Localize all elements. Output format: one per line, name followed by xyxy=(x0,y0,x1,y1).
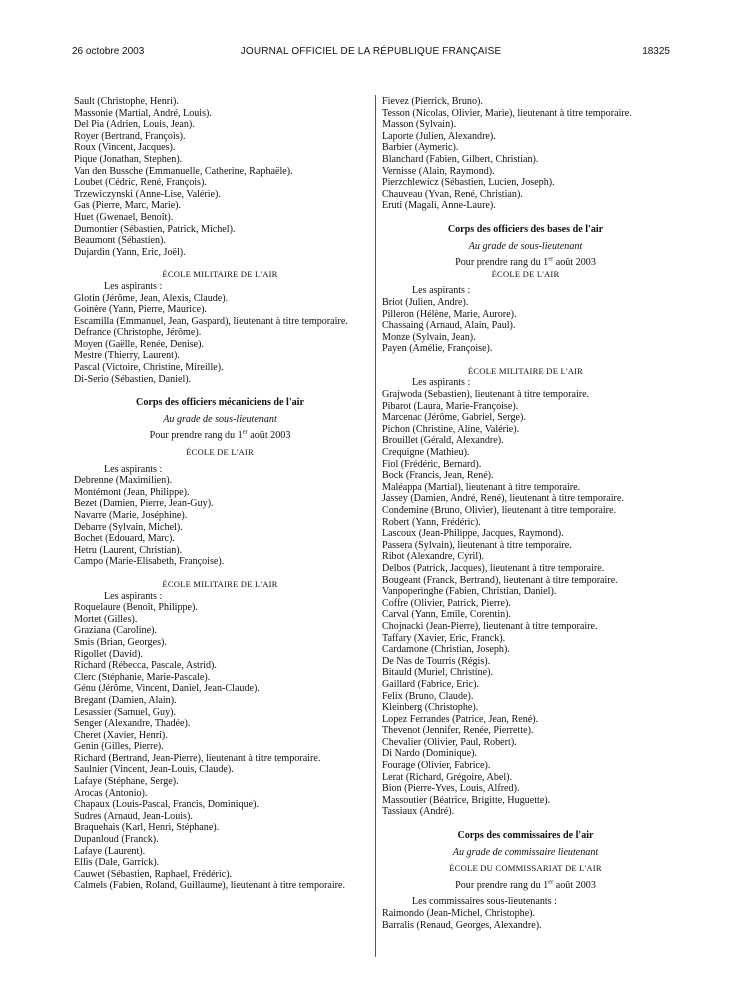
list-item: Debarre (Sylvain, Michel). xyxy=(74,521,183,533)
list-item: Sault (Christophe, Henri). xyxy=(74,96,179,107)
school-heading: ÉCOLE DU COMMISSARIAT DE L'AIR xyxy=(449,863,602,874)
list-item: Massoutier (Béatrice, Brigitte, Huguette). xyxy=(382,794,551,806)
list-item: Calmels (Fabien, Roland, Guillaume), lieutenant à titre temporaire. xyxy=(74,880,346,892)
grade-subheading: Au grade de sous-lieutenant xyxy=(163,413,277,425)
list-item: Goinère (Yann, Pierre, Maurice). xyxy=(74,304,207,316)
list-item: Lafaye (Stéphane, Serge). xyxy=(74,776,179,788)
list-item: Taffary (Xavier, Eric, Franck). xyxy=(382,632,506,644)
school-heading: ÉCOLE MILITAIRE DE L'AIR xyxy=(162,578,278,589)
left-column xyxy=(74,96,366,892)
list-item: Bochet (Edouard, Marc). xyxy=(74,533,175,545)
list-item: Kleinberg (Christophe). xyxy=(382,702,479,714)
list-item: Pique (Jonathan, Stephen). xyxy=(74,153,183,165)
list-item: Chojnacki (Jean-Pierre), lieutenant à titre temporaire. xyxy=(382,620,598,632)
list-item: Campo (Marie-Elisabeth, Françoise). xyxy=(74,556,225,568)
list-item: Saulnier (Vincent, Jean-Louis, Claude). xyxy=(74,764,234,776)
column-divider xyxy=(375,95,376,957)
list-item: Gaillard (Fabrice, Eric). xyxy=(382,678,479,690)
page-header xyxy=(72,46,670,60)
list-item: Briot (Julien, Andre). xyxy=(382,296,469,308)
list-item: Chapaux (Louis-Pascal, Francis, Dominique). xyxy=(74,799,260,811)
list-item: Barbier (Aymeric). xyxy=(382,142,459,154)
rank-date-line: Pour prendre rang du 1er août 2003 xyxy=(455,878,596,891)
list-item: Cheret (Xavier, Henri). xyxy=(74,729,168,741)
list-item: Felix (Bruno, Claude). xyxy=(382,690,474,702)
list-item: Masson (Sylvain). xyxy=(382,119,457,131)
list-item: Cardamone (Christian, Joseph). xyxy=(382,644,510,656)
list-item: Delbos (Patrick, Jacques), lieutenant à titre temporaire. xyxy=(382,562,605,574)
corps-heading: Corps des commissaires de l'air xyxy=(457,830,594,842)
list-item: Eruti (Magali, Anne-Laure). xyxy=(382,200,496,212)
list-item: Cauwet (Sébastien, Raphael, Frédéric). xyxy=(74,868,233,880)
list-item: Clerc (Stéphanie, Marie-Pascale). xyxy=(74,671,211,683)
list-item: Royer (Bertrand, François). xyxy=(74,130,186,142)
list-item: Ribot (Alexandre, Cyril). xyxy=(382,551,485,563)
list-item: Bregant (Damien, Alain). xyxy=(74,694,177,706)
list-item: Génu (Jérôme, Vincent, Daniel, Jean-Claude). xyxy=(74,683,260,695)
list-item: Montémont (Jean, Philippe). xyxy=(74,486,190,498)
list-item: Fourage (Olivier, Fabrice). xyxy=(382,760,491,772)
right-column xyxy=(382,96,669,931)
list-item: Robert (Yann, Frédéric). xyxy=(382,516,481,528)
rank-date-line: Pour prendre rang du 1er août 2003 xyxy=(455,255,596,269)
list-item: Passera (Sylvain), lieutenant à titre temporaire. xyxy=(382,539,572,551)
aspirants-label: Les aspirants : xyxy=(412,285,471,297)
list-item: Ellis (Dale, Garrick). xyxy=(74,857,160,869)
list-item: Coffre (Olivier, Patrick, Pierre). xyxy=(382,597,511,609)
list-item: Barralis (Renaud, Georges, Alexandre). xyxy=(382,919,542,931)
list-item: Bougeant (Franck, Bertrand), lieutenant à titre temporaire. xyxy=(382,574,618,586)
header-page-number: 18325 xyxy=(642,46,670,57)
list-item: Vernisse (Alain, Raymond). xyxy=(382,165,495,177)
list-item: Genin (Gilles, Pierre). xyxy=(74,741,164,753)
list-item: Dupanloud (Franck). xyxy=(74,834,159,846)
list-item: Van den Bussche (Emmanuelle, Catherine, Raphaële). xyxy=(74,165,293,177)
list-item: Vanpoperinghe (Fabien, Christian, Daniel). xyxy=(382,586,557,598)
header-date: 26 octobre 2003 xyxy=(72,46,145,57)
list-item: Debrenne (Maximilien). xyxy=(74,475,173,487)
list-item: Chassaing (Arnaud, Alain, Paul). xyxy=(382,320,516,332)
list-item: Lascoux (Jean-Philippe, Jacques, Raymond). xyxy=(382,528,564,540)
list-item: Monze (Sylvain, Jean). xyxy=(382,331,476,343)
list-item: Roux (Vincent, Jacques). xyxy=(74,142,176,154)
list-item: Rigollet (David). xyxy=(74,648,143,660)
list-item: Richard (Bertrand, Jean-Pierre), lieutenant à titre temporaire. xyxy=(74,752,321,764)
school-heading: ÉCOLE MILITAIRE DE L'AIR xyxy=(467,365,584,376)
list-item: Tesson (Nicolas, Olivier, Marie), lieutenant à titre temporaire. xyxy=(382,107,632,119)
list-item: Brouillet (Gérald, Alexandre). xyxy=(382,435,504,447)
list-item: Smis (Brian, Georges). xyxy=(74,636,167,648)
list-item: Laporte (Julien, Alexandre). xyxy=(382,130,496,142)
list-item: Lerat (Richard, Grégoire, Abel). xyxy=(382,771,513,783)
list-item: Crequigne (Mathieu). xyxy=(382,447,470,459)
rank-date-line: Pour prendre rang du 1er août 2003 xyxy=(149,429,291,442)
list-item: Massonie (Martial, André, Louis). xyxy=(74,107,212,119)
list-item: Lopez Ferrandes (Patrice, Jean, René). xyxy=(382,713,539,725)
list-item: Huet (Gwenael, Benoît). xyxy=(74,211,174,223)
list-item: Jassey (Damien, André, René), lieutenant à titre temporaire. xyxy=(382,493,624,505)
list-item: Pascal (Victoire, Christine, Mireille). xyxy=(74,362,224,374)
list-item: Carval (Yann, Emile, Corentin). xyxy=(382,609,512,621)
aspirants-label: Les aspirants : xyxy=(104,280,163,292)
list-item: Pierzchlewicz (Sébastien, Lucien, Joseph). xyxy=(382,177,555,189)
list-item: Richard (Rébecca, Pascale, Astrid). xyxy=(74,660,217,672)
list-item: Bock (Francis, Jean, René). xyxy=(382,470,494,482)
list-item: Di-Serio (Sébastien, Daniel). xyxy=(74,373,192,385)
list-item: Maléappa (Martial), lieutenant à titre temporaire. xyxy=(382,481,581,493)
list-item: Loubet (Cédric, René, François). xyxy=(74,177,207,189)
list-item: Hetru (Laurent, Christian). xyxy=(74,544,183,556)
list-item: Lafaye (Laurent). xyxy=(74,845,146,857)
list-item: Braquehais (Karl, Henri, Stéphane). xyxy=(74,822,220,834)
list-item: Fievez (Pierrick, Bruno). xyxy=(382,96,483,107)
list-item: Fiol (Frédéric, Bernard). xyxy=(382,458,482,470)
list-item: Di Nardo (Dominique). xyxy=(382,748,478,760)
list-item: Bezet (Damien, Pierre, Jean-Guy). xyxy=(74,498,214,510)
list-item: Bitauld (Muriel, Christine). xyxy=(382,667,494,679)
list-item: Marcenac (Jérôme, Gabriel, Serge). xyxy=(382,412,526,424)
list-item: Gas (Pierre, Marc, Marie). xyxy=(74,200,182,212)
list-item: Sudres (Arnaud, Jean-Louis). xyxy=(74,810,193,822)
list-item: Pichon (Christine, Aline, Valérie). xyxy=(382,423,520,435)
list-item: De Nas de Tourris (Régis). xyxy=(382,655,491,667)
list-item: Arocas (Antonio). xyxy=(74,787,148,799)
list-item: Chevalier (Olivier, Paul, Robert). xyxy=(382,736,517,748)
list-item: Del Pia (Adrien, Louis, Jean). xyxy=(74,119,195,131)
corps-heading: Corps des officiers mécaniciens de l'air xyxy=(136,397,304,409)
school-heading: ÉCOLE MILITAIRE DE L'AIR xyxy=(162,269,278,280)
grade-subheading: Au grade de commissaire lieutenant xyxy=(452,846,599,858)
list-item: Defrance (Christophe, Jérôme). xyxy=(74,327,202,339)
list-item: Graziana (Caroline). xyxy=(74,625,157,637)
list-item: Dujardin (Yann, Eric, Joël). xyxy=(74,246,186,258)
aspirants-label: Les aspirants : xyxy=(412,377,471,389)
list-item: Trzewiczynski (Anne-Lise, Valérie). xyxy=(74,188,221,200)
list-item: Tassiaux (André). xyxy=(382,806,455,818)
aspirants-label: Les aspirants : xyxy=(104,590,163,602)
list-item: Grajwoda (Sebastien), lieutenant à titre temporaire. xyxy=(382,389,590,401)
aspirants-label: Les aspirants : xyxy=(104,463,163,475)
list-item: Chauveau (Yvan, René, Christian). xyxy=(382,188,523,200)
grade-subheading: Au grade de sous-lieutenant xyxy=(468,240,583,252)
list-item: Raimondo (Jean-Michel, Christophe). xyxy=(382,908,536,919)
list-item: Senger (Alexandre, Thadée). xyxy=(74,718,191,730)
list-item: Beaumont (Sébastien). xyxy=(74,235,166,247)
header-journal-title: JOURNAL OFFICIEL DE LA RÉPUBLIQUE FRANÇAISE xyxy=(240,46,502,57)
aspirants-label: Les commissaires sous-lieutenants : xyxy=(412,896,557,908)
list-item: Payen (Amélie, Françoise). xyxy=(382,343,493,355)
list-item: Bion (Pierre-Yves, Louis, Alfred). xyxy=(382,783,520,795)
corps-heading: Corps des officiers des bases de l'air xyxy=(447,223,604,235)
list-item: Escamilla (Emmanuel, Jean, Gaspard), lieutenant à titre temporaire. xyxy=(74,315,348,327)
list-item: Glotin (Jérôme, Jean, Alexis, Claude). xyxy=(74,292,229,304)
list-item: Blanchard (Fabien, Gilbert, Christian). xyxy=(382,153,539,165)
list-item: Pibarot (Laura, Marie-Françoise). xyxy=(382,400,519,412)
list-item: Roquelaure (Benoît, Philippe). xyxy=(74,602,198,614)
school-heading: ÉCOLE DE L'AIR xyxy=(186,447,254,458)
list-item: Navarre (Marie, Joséphine). xyxy=(74,510,188,521)
list-item: Thevenot (Jennifer, Renée, Pierrette). xyxy=(382,725,534,737)
list-item: Dumontier (Sébastien, Patrick, Michel). xyxy=(74,223,236,235)
list-item: Mestre (Thierry, Laurent). xyxy=(74,350,180,362)
list-item: Lesassier (Samuel, Guy). xyxy=(74,706,177,718)
list-item: Pilleron (Hélène, Marie, Aurore). xyxy=(382,308,517,320)
list-item: Moyen (Gaëlle, Renée, Denise). xyxy=(74,338,205,350)
list-item: Condemine (Bruno, Olivier), lieutenant à titre temporaire. xyxy=(382,505,617,516)
list-item: Mortet (Gilles). xyxy=(74,613,138,625)
school-heading: ÉCOLE DE L'AIR xyxy=(491,268,560,279)
